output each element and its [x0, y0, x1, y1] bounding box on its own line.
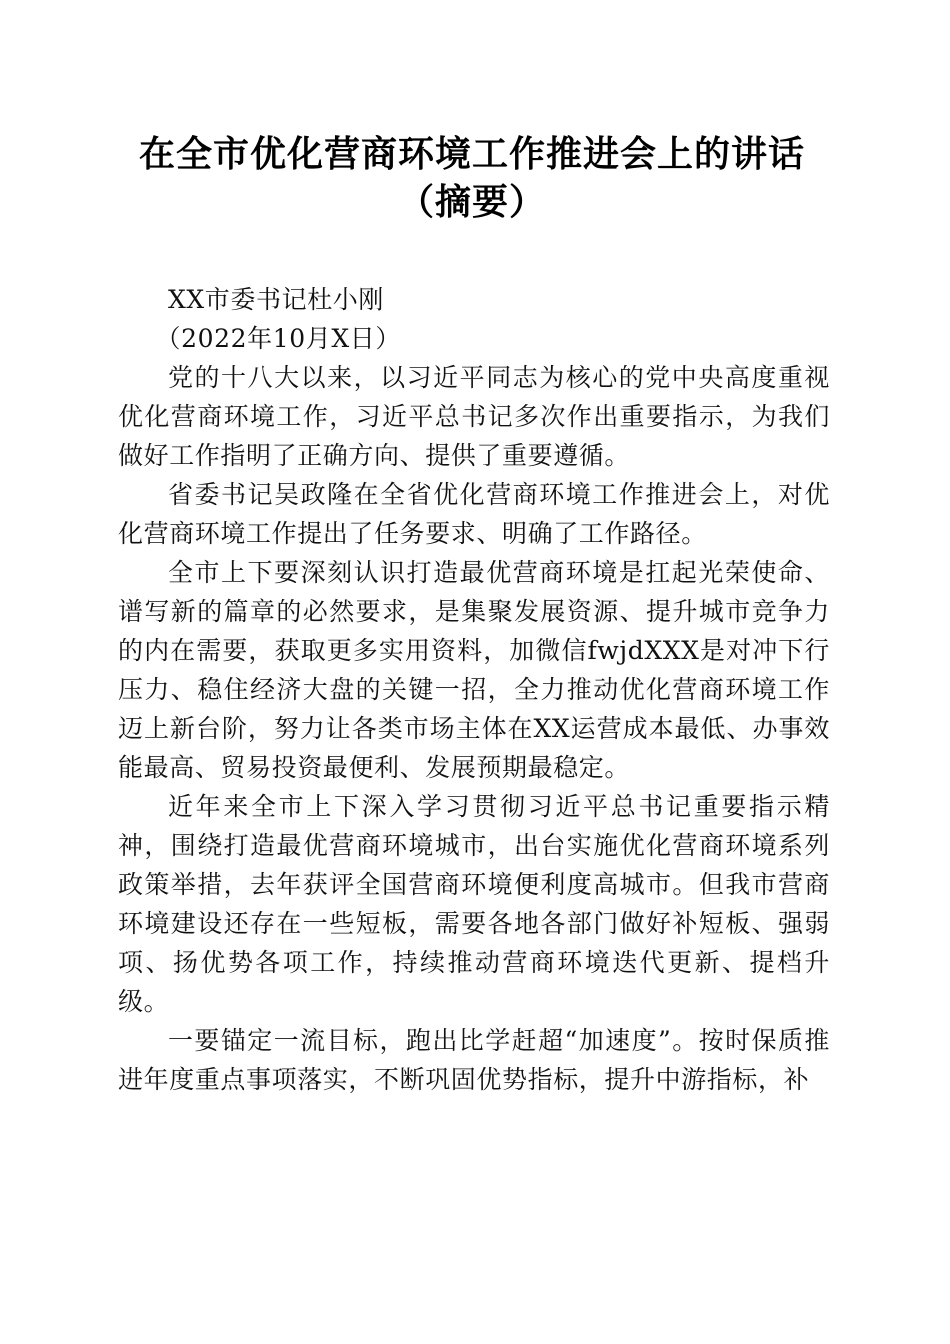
paragraph-3: 全市上下要深刻认识打造最优营商环境是扛起光荣使命、谱写新的篇章的必然要求，是集聚发展资源、提升城市竞争力的内在需要，获取更多实用资料，加微信fwjdXXX是对冲下行压力、稳住经济大盘的关键一招，全力推动优化营商环境工作迈上新台阶，努力让各类市场主体在XX运营成本最低、办事效能最高、贸易投资最便利、发展预期最稳定。: [118, 558, 830, 782]
speaker-line: XX市委书记杜小刚: [168, 285, 384, 314]
paragraph-2: 省委书记吴政隆在全省优化营商环境工作推进会上，对优化营商环境工作提出了任务要求、明确了工作路径。: [118, 480, 830, 548]
paragraph-1: 党的十八大以来，以习近平同志为核心的党中央高度重视优化营商环境工作，习近平总书记多次作出重要指示，为我们做好工作指明了正确方向、提供了重要遵循。: [118, 363, 830, 470]
paragraph-5: 一要锚定一流目标，跑出比学赶超“加速度”。按时保质推进年度重点事项落实，不断巩固优势指标，提升中游指标，补: [118, 1026, 830, 1094]
paragraph-4: 近年来全市上下深入学习贯彻习近平总书记重要指示精神，围绕打造最优营商环境城市，出台实施优化营商环境系列政策举措，去年获评全国营商环境便利度高城市。但我市营商环境建设还存在一些短板，需要各地各部门做好补短板、强弱项、扬优势各项工作，持续推动营商环境迭代更新、提档升级。: [118, 792, 830, 1016]
document-body: [118, 280, 830, 1099]
date-line: （2022年10月X日）: [155, 324, 401, 353]
document-title: 在全市优化营商环境工作推进会上的讲话（摘要）: [138, 133, 805, 223]
